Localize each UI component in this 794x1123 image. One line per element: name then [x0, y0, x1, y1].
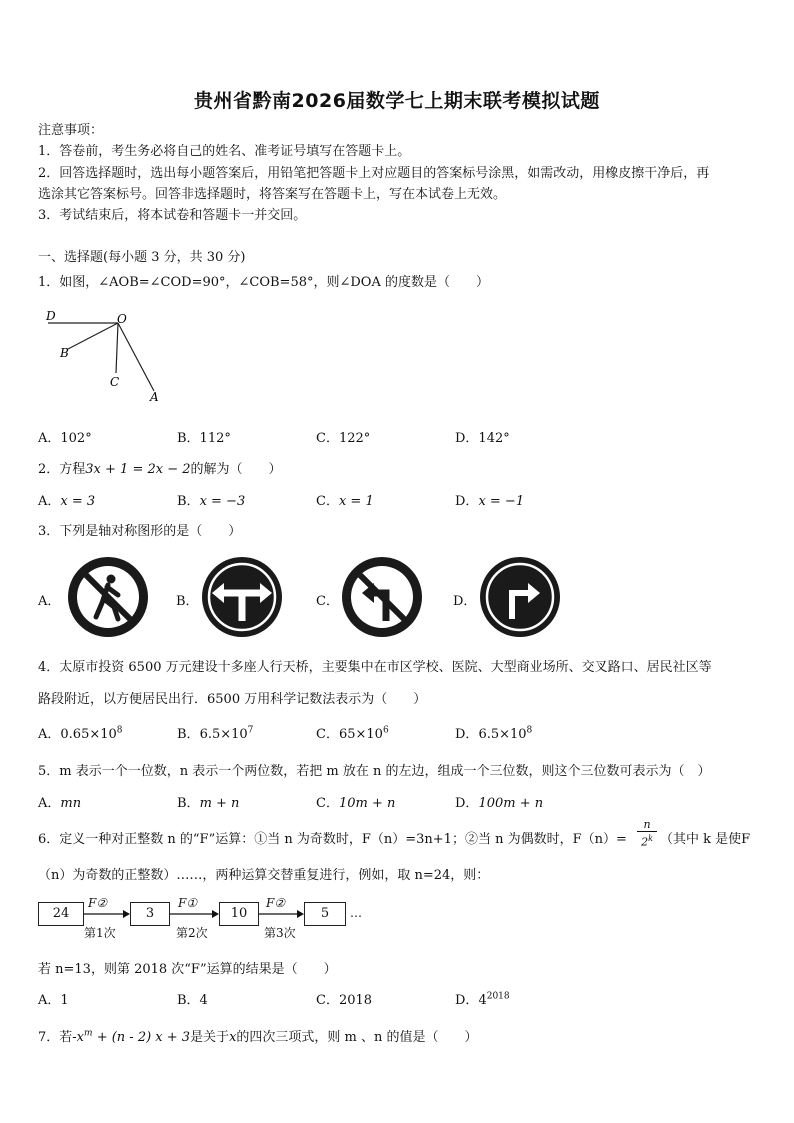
q3-label-c: C． [316, 594, 339, 609]
notes-header: 注意事项： [38, 123, 104, 138]
q1-option-a: A．102° [38, 431, 92, 446]
q2-stem [38, 458, 282, 477]
page-title: 贵州省黔南2026届数学七上期末联考模拟试题 [194, 90, 600, 112]
q2-option-a: A．x = 3 [38, 494, 96, 509]
q5-option-d: D．100m + n [455, 796, 544, 811]
note-2a: 2．回答选择题时，选出每小题答案后，用铅笔把答题卡上对应题目的答案标号涂黑，如需改动，用橡皮擦干净后，再 [38, 166, 710, 181]
turn-right-sign-icon [478, 555, 562, 639]
q2-option-c: C．x = 1 [316, 494, 374, 509]
q2-stem-pre: 2．方程 [38, 462, 86, 477]
point-d-label: D [46, 309, 56, 323]
q6-stem-1: 6．定义一种对正整数 n 的“F”运算：①当 n 为奇数时，F（n）=3n+1；②当 n 为偶数时，F（n）= [38, 832, 627, 847]
flow-step-2: 第2次 [176, 926, 208, 940]
q6-option-d: D．$4^{2018}$ [455, 991, 510, 1008]
no-pedestrian-sign-icon [66, 555, 150, 639]
q2-stem-post: 的解为（ ） [190, 462, 282, 477]
note-3: 3．考试结束后，将本试卷和答题卡一并交回。 [38, 208, 307, 223]
flow-op-2: F① [178, 896, 198, 910]
flow-op-1: F② [88, 896, 108, 910]
q6-fraction: n 2$^k$ [637, 818, 657, 849]
q6-option-b: B．4 [177, 993, 208, 1008]
q2-equation: 3x + 1 = 2x − 2 [85, 462, 191, 477]
section-title: 一、选择题(每小题 3 分，共 30 分) [38, 250, 246, 265]
q3-label-a: A． [38, 594, 61, 609]
q5-option-a: A．mn [38, 796, 82, 811]
q6-option-c: C．2018 [316, 993, 373, 1008]
q1-angle-figure [38, 307, 163, 402]
point-c-label: C [110, 375, 120, 389]
q3-label-d: D． [453, 594, 477, 609]
flow-box-2: 3 [130, 902, 170, 926]
q2-option-d: D．x = −1 [455, 494, 525, 509]
q6-stem-2: （n）为奇数的正整数）……，两种运算交替重复进行，例如，取 n=24，则： [38, 868, 490, 883]
flow-box-4: 5 [304, 902, 346, 926]
q1-option-c: C．122° [316, 431, 371, 446]
q4-option-c: C．$65\times 10^6$ [316, 725, 389, 742]
no-left-turn-sign-icon [340, 555, 424, 639]
q4-option-d: D．$6.5\times 10^8$ [455, 725, 533, 742]
q5-option-b: B．m + n [177, 796, 240, 811]
q4-stem-1: 4．太原市投资 6500 万元建设十多座人行天桥，主要集中在市区学校、医院、大型商业场所、交叉路口、居民社区等 [38, 660, 712, 675]
q1-option-d: D．142° [455, 431, 510, 446]
flow-op-3: F② [266, 896, 286, 910]
flow-ellipsis: … [350, 906, 362, 920]
q4-option-b: B．$6.5\times 10^7$ [177, 725, 254, 742]
note-1: 1．答卷前，考生务必将自己的姓名、准考证号填写在答题卡上。 [38, 144, 411, 159]
q5-option-c: C．10m + n [316, 796, 396, 811]
q3-label-b: B． [176, 594, 199, 609]
q1-stem: 1．如图，∠AOB=∠COD=90°，∠COB=58°，则∠DOA 的度数是（ ） [38, 275, 489, 290]
q6-stem-1-end: （其中 k 是使F [660, 832, 751, 847]
flow-box-3: 10 [219, 902, 259, 926]
point-a-label: A [150, 390, 159, 402]
point-b-label: B [60, 346, 69, 360]
q7-stem: 7．若$-x^m + (n - 2) x + 3$是关于x的四次三项式，则 m 、n 的值是（ ） [38, 1028, 478, 1045]
flow-step-1: 第1次 [84, 926, 116, 940]
q3-stem: 3．下列是轴对称图形的是（ ） [38, 524, 242, 539]
q6-stem-3: 若 n=13，则第 2018 次“F”运算的结果是（ ） [38, 962, 337, 977]
note-2b: 选涂其它答案标号。回答非选择题时，将答案写在答题卡上，写在本试卷上无效。 [38, 187, 507, 202]
q5-stem: 5．m 表示一个一位数，n 表示一个两位数，若把 m 放在 n 的左边，组成一个三位数，则这个三位数可表示为（ ） [38, 764, 711, 779]
q1-option-b: B．112° [177, 431, 231, 446]
flow-box-1: 24 [38, 902, 84, 926]
q2-option-b: B．x = −3 [177, 494, 246, 509]
q6-option-a: A．1 [38, 993, 69, 1008]
point-o-label: O [117, 312, 127, 326]
turn-left-right-sign-icon [200, 555, 284, 639]
q4-option-a: A．$0.65\times 10^8$ [38, 725, 123, 742]
flow-step-3: 第3次 [264, 926, 296, 940]
q4-stem-2: 路段附近，以方便居民出行．6500 万用科学记数法表示为（ ） [38, 692, 427, 707]
